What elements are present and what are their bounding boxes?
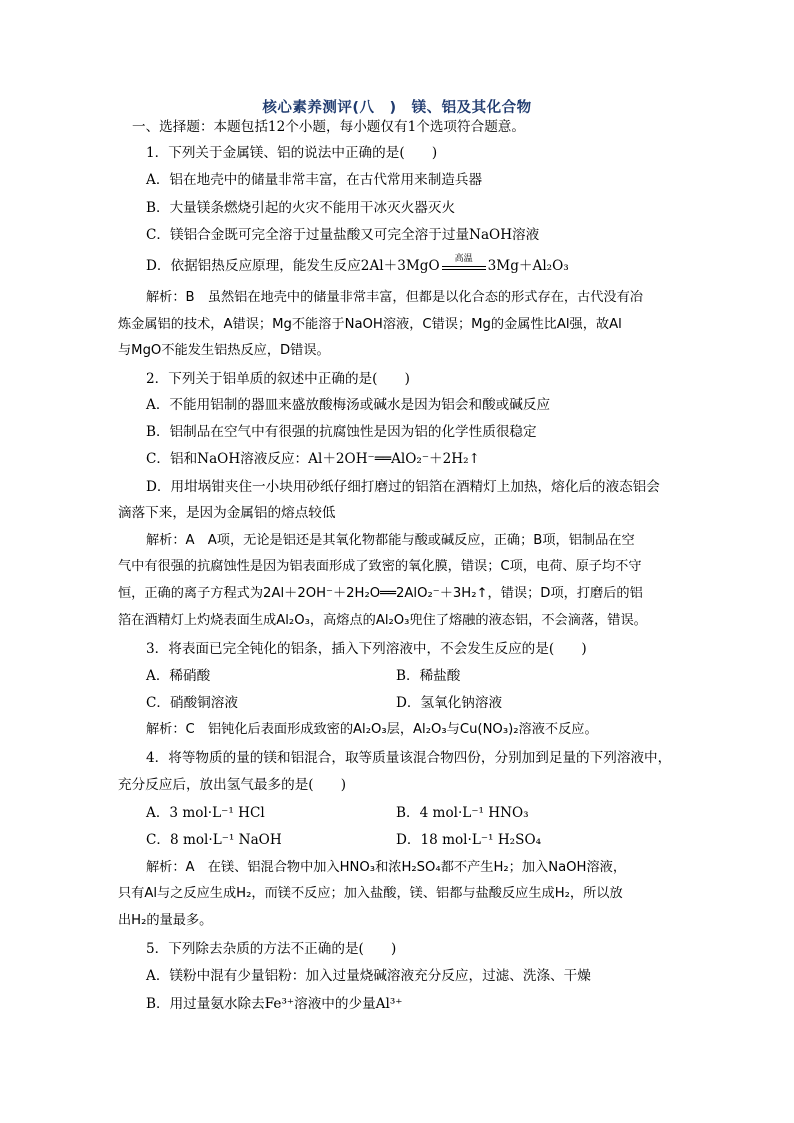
q2-option-d-line2: 滴落下来，是因为金属铝的熔点较低 [118, 505, 336, 521]
q1-explanation-line3: 与MgO不能发生铝热反应，D错误。 [118, 343, 330, 358]
q1-option-d [146, 253, 569, 275]
q4-option-d: D．18 mol·L⁻¹ H₂SO₄ [396, 832, 542, 848]
q4-option-c: C．8 mol·L⁻¹ NaOH [146, 832, 282, 848]
q1-stem: 1．下列关于金属镁、铝的说法中正确的是( ) [146, 145, 438, 161]
q1-option-b: B．大量镁条燃烧引起的火灾不能用干冰灭火器灭火 [146, 200, 456, 216]
section-heading: 一、选择题：本题包括12个小题，每小题仅有1个选项符合题意。 [132, 119, 525, 135]
q3-explanation: 解析：C 铝钝化后表面形成致密的Al₂O₃层，Al₂O₃与Cu(NO₃)₂溶液不反应。 [146, 722, 598, 737]
q5-option-b: B．用过量氨水除去Fe³⁺溶液中的少量Al³⁺ [146, 996, 403, 1012]
q2-option-b: B．铝制品在空气中有很强的抗腐蚀性是因为铝的化学性质很稳定 [146, 424, 537, 440]
q4-stem-line1: 4．将等物质的量的镁和铝混合，取等质量该混合物四份，分别加到足量的下列溶液中， [146, 750, 672, 766]
page-title: 核心素养测评(八 ) 镁、铝及其化合物 [262, 100, 532, 116]
q2-explanation-line2: 气中有很强的抗腐蚀性是因为铝表面形成了致密的氧化膜，错误；C项，电荷、原子均不守 [118, 559, 642, 574]
q3-option-a: A．稀硝酸 [146, 668, 211, 684]
q5-option-a: A．镁粉中混有少量铝粉：加入过量烧碱溶液充分反应，过滤、洗涤、干燥 [146, 968, 591, 984]
q4-explanation-line2: 只有Al与之反应生成H₂，而镁不反应；加入盐酸，镁、铝都与盐酸反应生成H₂，所以放 [118, 886, 623, 901]
q4-option-b: B．4 mol·L⁻¹ HNO₃ [396, 805, 529, 821]
q2-explanation-line3: 恒，正确的离子方程式为2Al＋2OH⁻＋2H₂O══2AlO₂⁻＋3H₂↑，错误；D项，打磨后的铝 [118, 586, 643, 601]
q4-explanation-line3: 出H₂的量最多。 [118, 913, 213, 928]
q2-stem: 2．下列关于铝单质的叙述中正确的是( ) [146, 371, 410, 387]
q3-option-b: B．稀盐酸 [396, 668, 461, 684]
q2-explanation-line4: 箔在酒精灯上灼烧表面生成Al₂O₃，高熔点的Al₂O₃兜住了熔融的液态铝，不会滴落，错误。 [118, 613, 647, 628]
q4-explanation-line1: 解析：A 在镁、铝混合物中加入HNO₃和浓H₂SO₄都不产生H₂；加入NaOH溶液， [146, 860, 627, 875]
q4-stem-line2: 充分反应后，放出氢气最多的是( ) [118, 777, 347, 793]
q1-d-products: 3Mg＋Al₂O₃ [487, 258, 569, 274]
q3-option-c: C．硝酸铜溶液 [146, 695, 238, 711]
q1-explanation-line2: 炼金属铝的技术，A错误；Mg不能溶于NaOH溶液，C错误；Mg的金属性比Al强，故Al [118, 317, 622, 332]
q1-option-c: C．镁铝合金既可完全溶于过量盐酸又可完全溶于过量NaOH溶液 [146, 227, 540, 243]
reaction-condition: 高温 [454, 253, 473, 264]
q2-option-c: C．铝和NaOH溶液反应：Al＋2OH⁻══AlO₂⁻＋2H₂↑ [146, 451, 480, 467]
q3-option-d: D．氢氧化钠溶液 [396, 695, 503, 711]
q2-explanation-line1: 解析：A A项，无论是铝还是其氧化物都能与酸或碱反应，正确；B项，铝制品在空 [146, 533, 635, 548]
q1-d-reactants: D．依据铝热反应原理，能发生反应2Al＋3MgO [146, 258, 440, 274]
q4-option-a: A．3 mol·L⁻¹ HCl [146, 805, 265, 821]
q1-option-a: A．铝在地壳中的储量非常丰富，在古代常用来制造兵器 [146, 172, 483, 188]
q3-stem: 3．将表面已完全钝化的铝条，插入下列溶液中，不会发生反应的是( ) [146, 641, 587, 657]
q1-explanation-line1: 解析：B 虽然铝在地壳中的储量非常丰富，但都是以化合态的形式存在，古代没有冶 [146, 290, 643, 305]
q5-stem: 5．下列除去杂质的方法不正确的是( ) [146, 941, 397, 957]
reaction-arrow-icon [440, 253, 488, 273]
q2-option-a: A．不能用铝制的器皿来盛放酸梅汤或碱水是因为铝会和酸或碱反应 [146, 397, 551, 413]
q2-option-d-line1: D．用坩埚钳夹住一小块用砂纸仔细打磨过的铝箔在酒精灯上加热，熔化后的液态铝会 [146, 479, 660, 495]
